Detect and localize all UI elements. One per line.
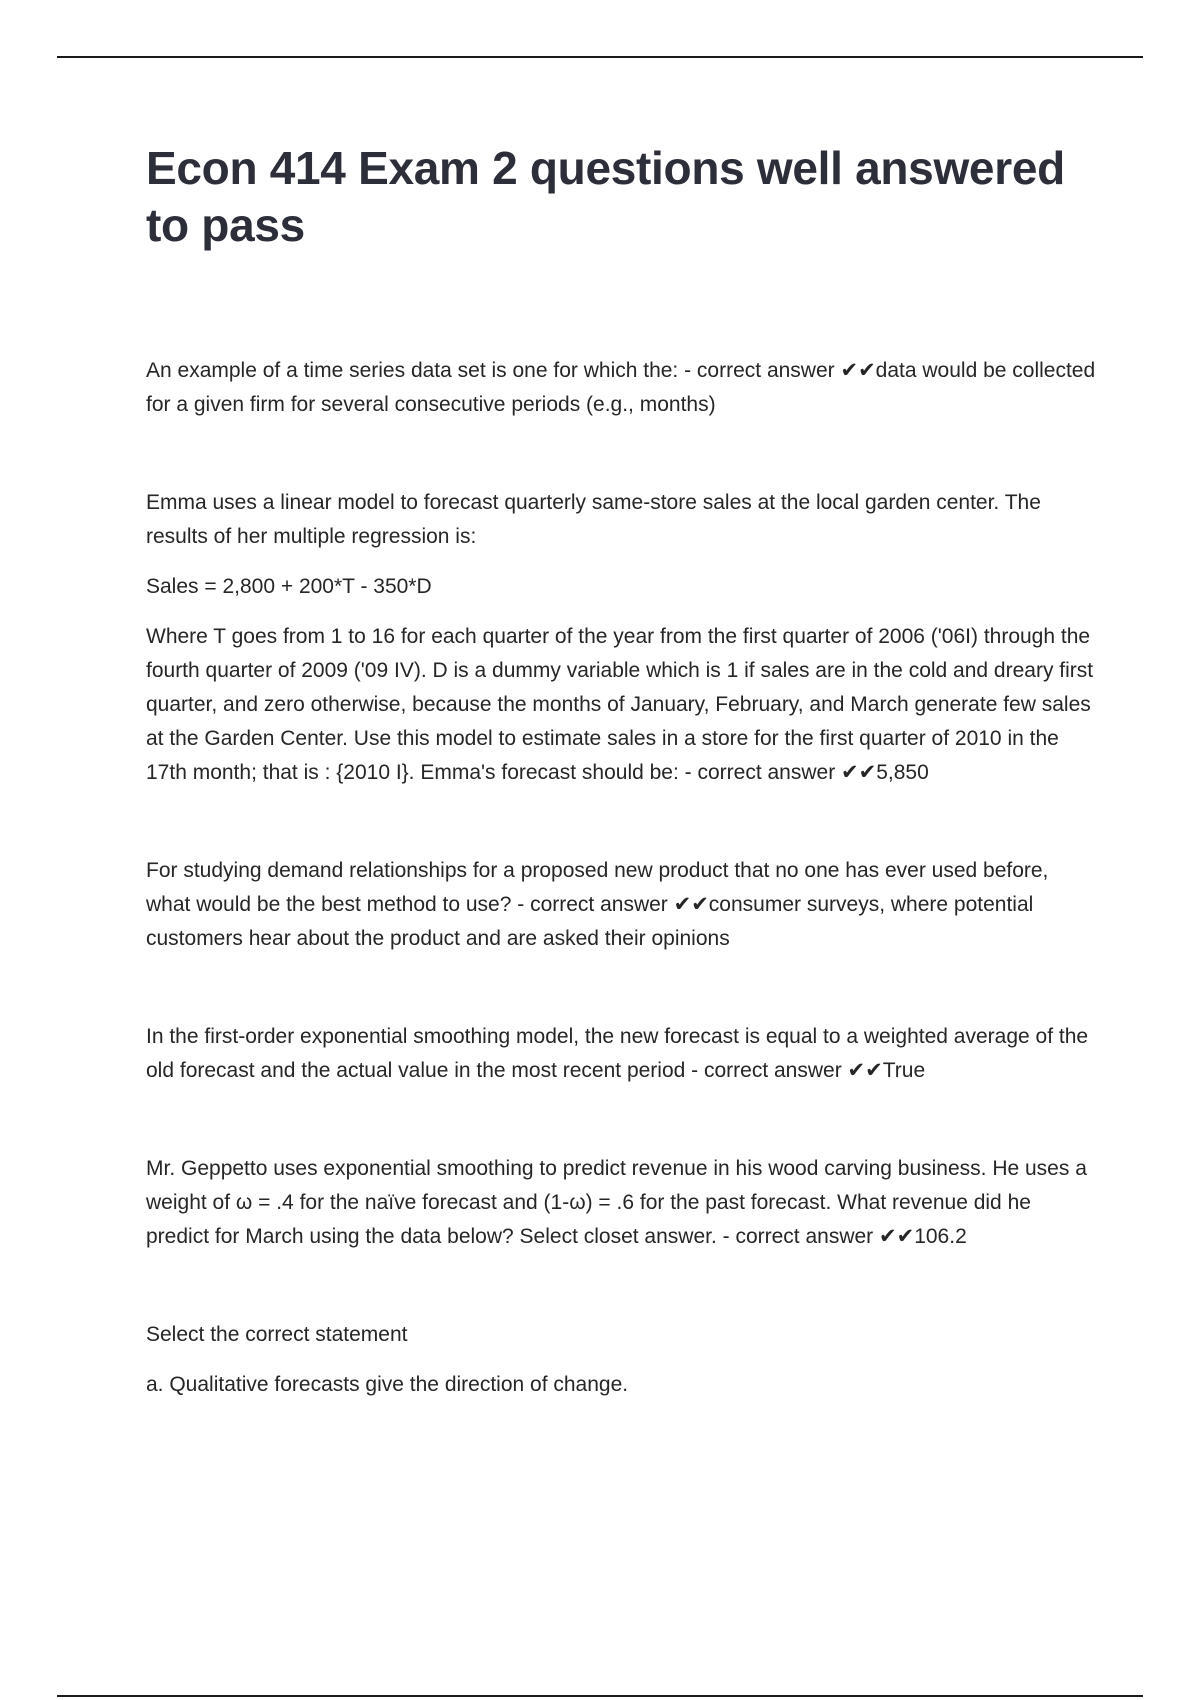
document-title: Econ 414 Exam 2 questions well answered to pass [146,142,1065,251]
qa-list [146,354,1096,1402]
question-text: Emma uses a linear model to forecast quarterly same-store sales at the local garden center. The results of her multiple regression is: [146,491,1041,548]
question-text: In the first-order exponential smoothing model, the new forecast is equal to a weighted average of the old forecast and the actual value in the most recent period - correct answer ✔✔True [146,1025,1089,1082]
qa-item-3 [146,854,1096,956]
qa-item-5 [146,1152,1096,1254]
question-detail-text: Where T goes from 1 to 16 for each quarter of the year from the first quarter of 2006 ('06I) through the fourth quarter of 2009 ('09 IV). D is a dummy variable which is 1 if sales are in the cold and dreary first quarter, and zero otherwise, because the months of January, February, and March generate few sales at the Garden Center. Use this model to estimate sales in a store for the first quarter of 2010 in the 17th month; that is : {2010 I}. Emma's forecast should be: - correct answer ✔✔5,850 [146,625,1094,784]
bottom-divider [57,1695,1143,1697]
question-text: For studying demand relationships for a proposed new product that no one has ever used before, what would be the best method to use? - correct answer ✔✔consumer surveys, where potential customers hear about the product and are asked their opinions [146,859,1049,950]
qa-item-4 [146,1020,1096,1088]
top-divider [57,56,1143,58]
document-body [146,140,1096,1402]
answer-option: a. Qualitative forecasts give the direction of change. [146,1373,629,1396]
equation-text: Sales = 2,800 + 200*T - 350*D [146,575,432,598]
qa-item-6 [146,1318,1096,1402]
qa-item-1 [146,354,1096,422]
question-text: Select the correct statement [146,1323,408,1346]
question-text: An example of a time series data set is one for which the: - correct answer ✔✔data would be collected for a given firm for several consecutive periods (e.g., months) [146,359,1096,416]
question-text: Mr. Geppetto uses exponential smoothing to predict revenue in his wood carving business. He uses a weight of ω = .4 for the naïve forecast and (1-ω) = .6 for the past forecast. What revenue did he predict for March using the data below? Select closet answer. - correct answer ✔✔106.2 [146,1157,1087,1248]
qa-item-2 [146,486,1096,790]
